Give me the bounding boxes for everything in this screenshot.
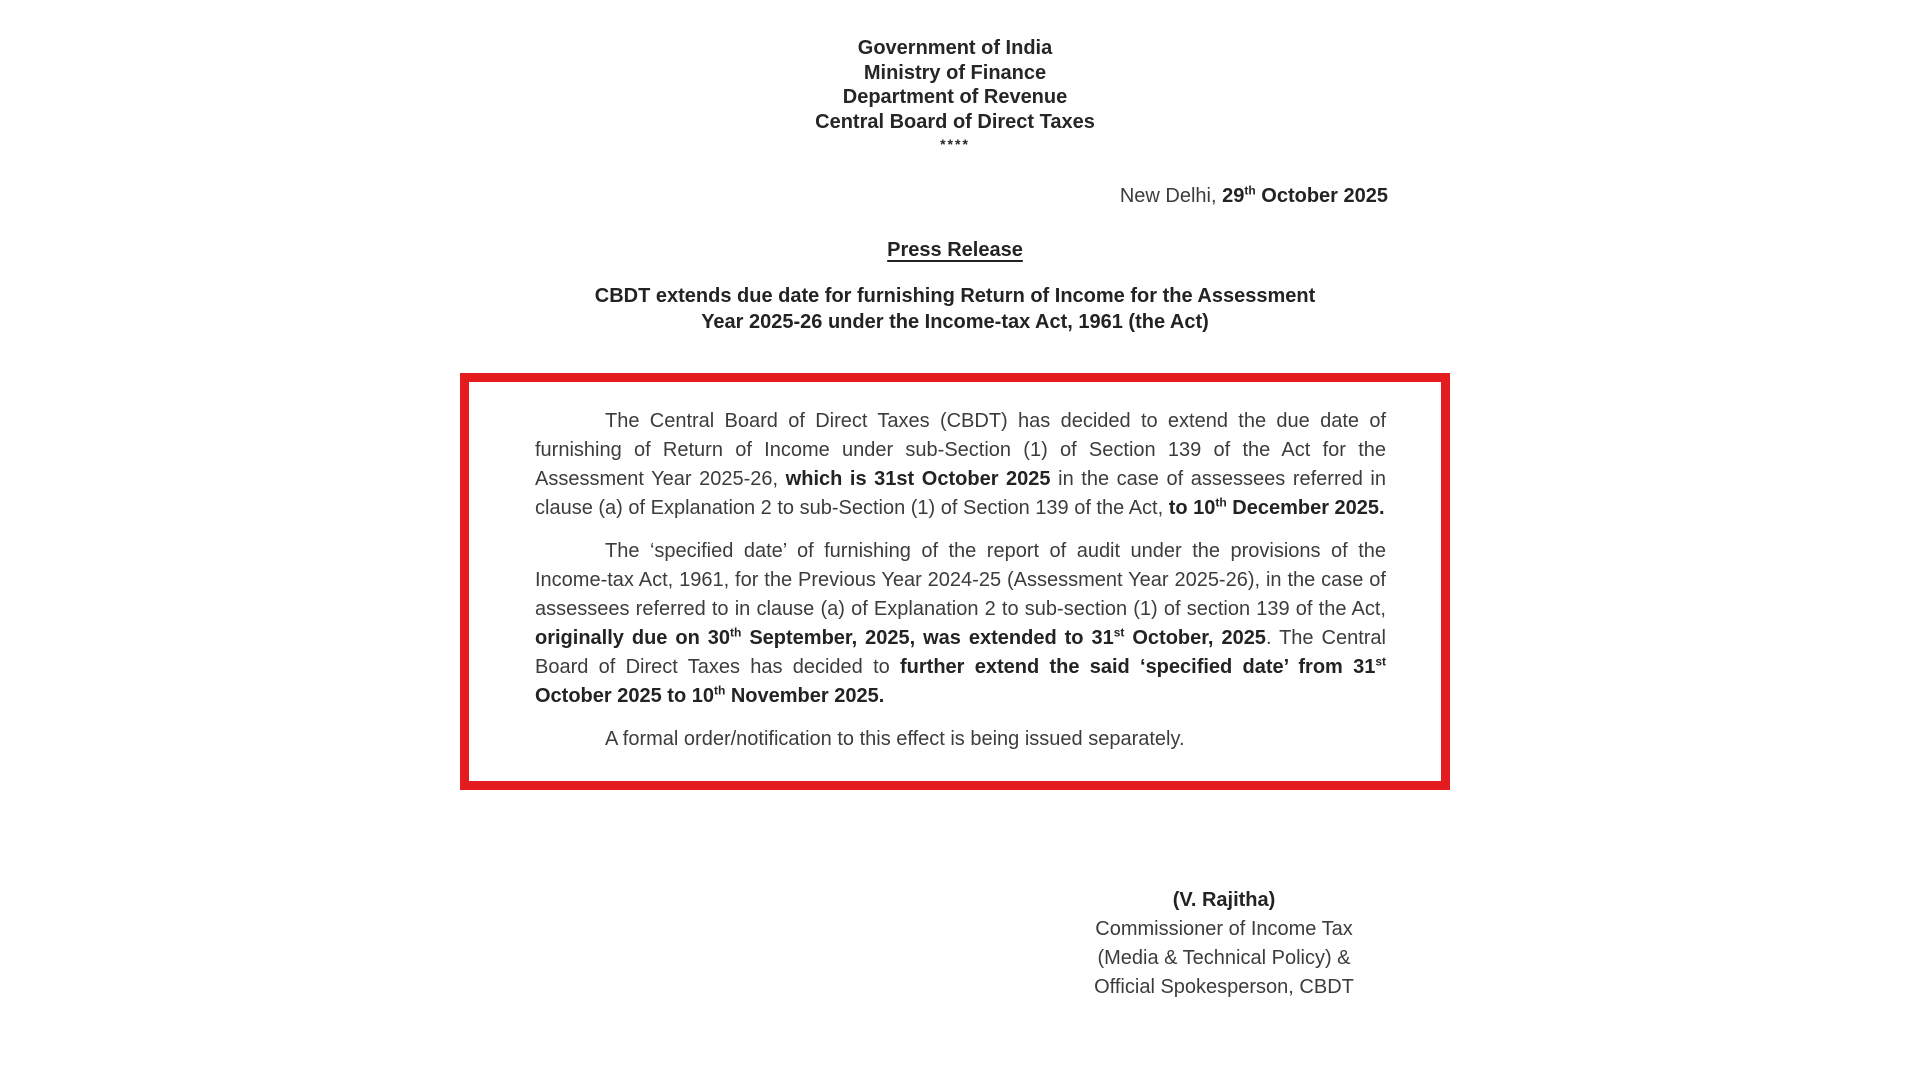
document-title [460,283,1450,335]
letterhead-line-ministry: Ministry of Finance [863,61,1047,84]
signatory-designation-1: Commissioner of Income Tax [1095,918,1353,940]
letterhead-line-department: Department of Revenue [842,86,1068,108]
title-line-1: CBDT extends due date for furnishing Return of Income for the Assessment [594,285,1316,307]
press-release-heading [460,237,1450,263]
letterhead-line-board: Central Board of Direct Taxes [815,110,1095,133]
highlight-box [460,373,1450,790]
stars-separator: **** [940,136,970,152]
signatory-name: (V. Rajitha) [1172,889,1276,911]
letterhead-line-government: Government of India [857,37,1053,59]
dateline: New Delhi, 29th October 2025 [1119,183,1388,207]
paragraph-audit-report-extension: The ‘specified date’ of furnishing of the report of audit under the provisions of the Income-tax Act, 1961, for the Previous Year 2024-25 (Assessment Year 2025-26), in the case of assessees referred to in clause (a) of Explanation 2 to sub-section (1) of section 139 of the Act, originally due on 30th September, 2025, was extended to 31st October, 2025. The Central Board of Direct Taxes has decided to further extend the said ‘specified date’ from 31st October 2025 to 10th November 2025. [535,540,1387,707]
signatory-designation-2: (Media & Technical Policy) & [1097,947,1351,969]
paragraph-formal-order: A formal order/notification to this effect is being issued separately. [605,728,1185,750]
document [460,36,1450,1002]
letterhead [460,36,1450,152]
title-line-2: Year 2025-26 under the Income-tax Act, 1961 (the Act) [701,311,1209,333]
paragraph-return-extension: The Central Board of Direct Taxes (CBDT) has decided to extend the due date of furnishing of Return of Income under sub-Section (1) of Section 139 of the Act for the Assessment Year 2025-26, which is 31st October 2025 in the case of assessees referred in clause (a) of Explanation 2 to sub-Section (1) of Section 139 of the Act, to 10th December 2025. [535,410,1386,519]
signature-block [1056,886,1392,1002]
signatory-designation-3: Official Spokesperson, CBDT [1094,976,1354,998]
press-release-heading-text: Press Release [887,239,1023,261]
